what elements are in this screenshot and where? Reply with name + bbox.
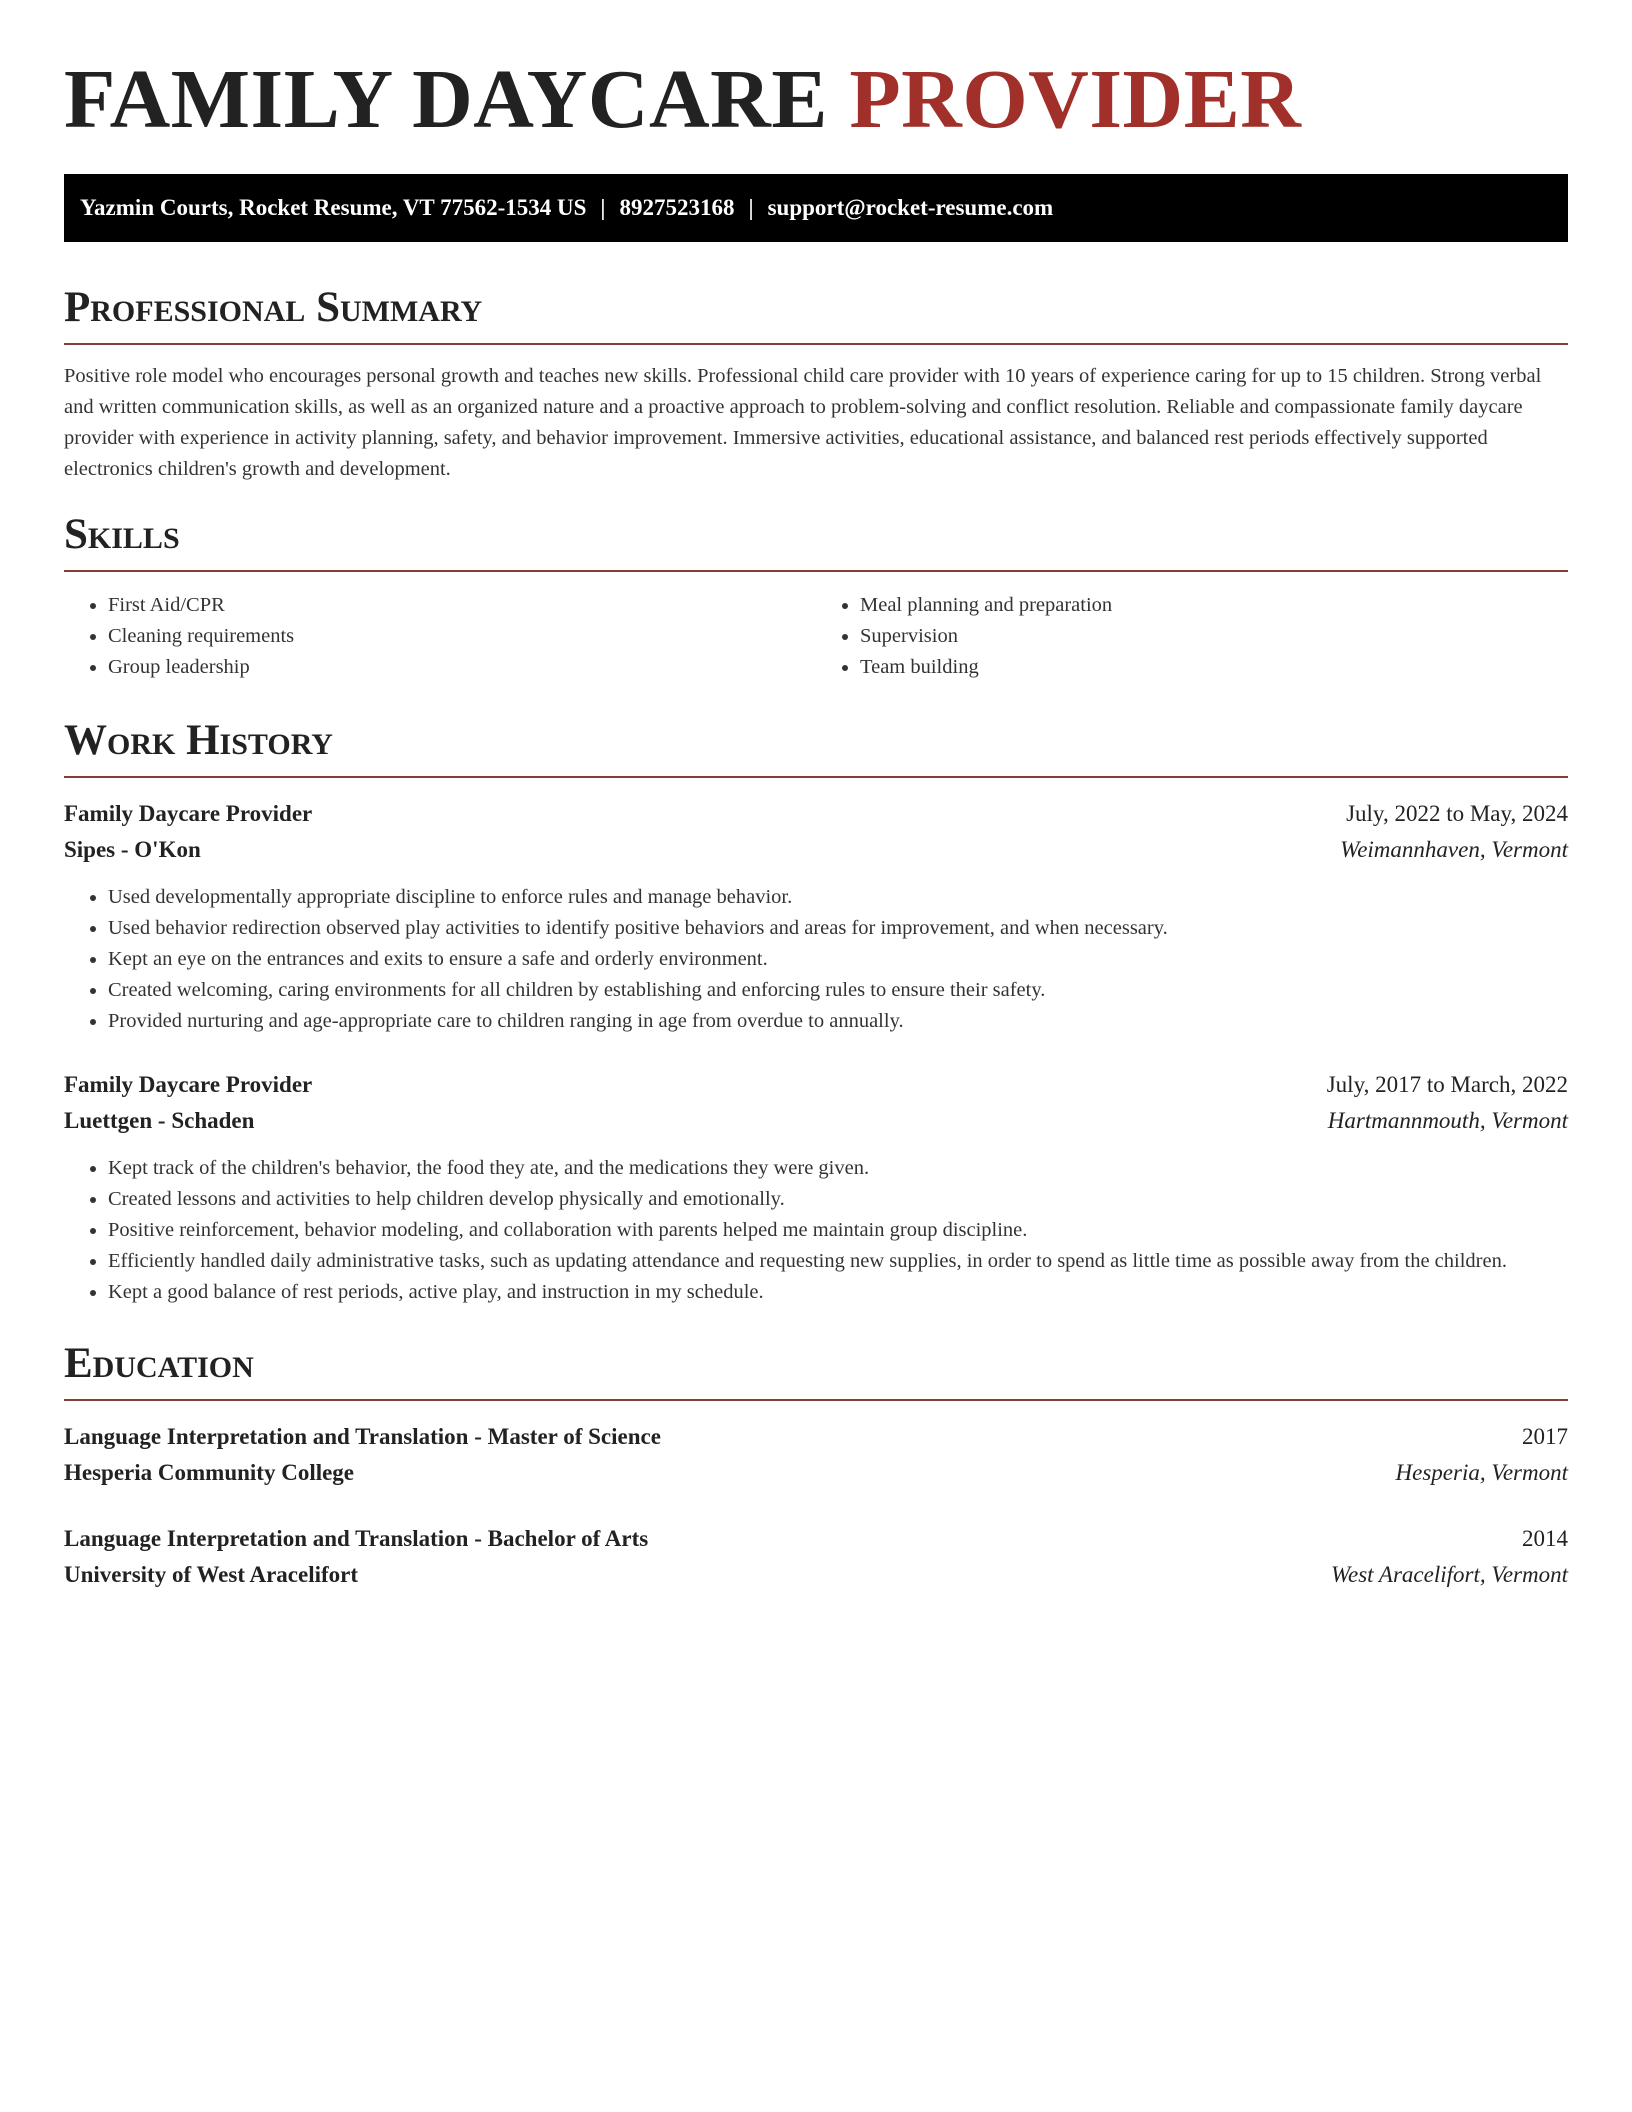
title-accent: PROVIDER xyxy=(849,53,1302,146)
education-degree: Language Interpretation and Translation - Bachelor of Arts xyxy=(64,1526,649,1551)
skill-item: • Group leadership xyxy=(108,652,816,683)
job-company: Sipes - O'Kon xyxy=(64,837,201,862)
job-company-row xyxy=(64,1103,1568,1139)
summary-heading: Professional Summary xyxy=(64,286,1568,345)
job-bullet: • Kept track of the children's behavior, the food they ate, and the medications they were given. xyxy=(108,1153,1568,1184)
education-school-row xyxy=(64,1557,1568,1593)
job-header-row xyxy=(64,796,1568,832)
job-bullet: • Kept an eye on the entrances and exits to ensure a safe and orderly environment. xyxy=(108,944,1568,975)
education-year: 2017 xyxy=(1522,1424,1568,1449)
contact-separator: | xyxy=(600,195,606,220)
skills-column-left xyxy=(64,590,816,683)
contact-phone: 8927523168 xyxy=(619,195,735,220)
skill-item: • First Aid/CPR xyxy=(108,590,816,621)
summary-text: Positive role model who encourages personal growth and teaches new skills. Professional child care provider with 10 years of experience caring for up to 15 children. Strong verbal and written communication skills, as well as an organized nature and a proactive approach to problem-solving and conflict resolution. Reliable and compassionate family daycare provider with experience in activity planning, safety, and behavior improvement. Immersive activities, educational assistance, and balanced rest periods effectively supported electronics children's growth and development. xyxy=(64,365,1542,480)
education-heading: Education xyxy=(64,1342,1568,1401)
skill-item: • Meal planning and preparation xyxy=(860,590,1568,621)
skills-list xyxy=(64,590,1568,683)
job-company-row xyxy=(64,832,1568,868)
education-entry xyxy=(64,1419,1568,1491)
skills-column-right xyxy=(816,590,1568,683)
job-title: Family Daycare Provider xyxy=(64,801,313,826)
education-entry xyxy=(64,1521,1568,1593)
job-bullet: • Used developmentally appropriate discipline to enforce rules and manage behavior. xyxy=(108,882,1568,913)
education-degree: Language Interpretation and Translation - Master of Science xyxy=(64,1424,661,1449)
job-title: Family Daycare Provider xyxy=(64,1072,313,1097)
skill-item: • Supervision xyxy=(860,621,1568,652)
contact-bar xyxy=(64,174,1568,242)
job-dates: July, 2017 to March, 2022 xyxy=(1326,1072,1568,1097)
education-location: West Aracelifort, Vermont xyxy=(1330,1562,1568,1587)
job-dates: July, 2022 to May, 2024 xyxy=(1346,801,1568,826)
contact-address: Yazmin Courts, Rocket Resume, VT 77562-1534 US xyxy=(80,195,587,220)
job-entry xyxy=(64,796,1568,1037)
job-bullets xyxy=(64,882,1568,1037)
education-school-row xyxy=(64,1455,1568,1491)
job-location: Hartmannmouth, Vermont xyxy=(1327,1108,1568,1133)
job-bullet: • Provided nurturing and age-appropriate care to children ranging in age from overdue to annually. xyxy=(108,1006,1568,1037)
education-degree-row xyxy=(64,1419,1568,1455)
job-location: Weimannhaven, Vermont xyxy=(1340,837,1568,862)
resume-page xyxy=(64,0,1568,1593)
job-bullet: • Used behavior redirection observed play activities to identify positive behaviors and areas for improvement, and when necessary. xyxy=(108,913,1568,944)
contact-separator: | xyxy=(748,195,754,220)
skills-heading: Skills xyxy=(64,513,1568,572)
job-entry xyxy=(64,1067,1568,1308)
education-location: Hesperia, Vermont xyxy=(1395,1460,1568,1485)
job-company: Luettgen - Schaden xyxy=(64,1108,255,1133)
education-school: Hesperia Community College xyxy=(64,1460,355,1485)
skill-item: • Team building xyxy=(860,652,1568,683)
job-bullet: • Created welcoming, caring environments for all children by establishing and enforcing rules to ensure their safety. xyxy=(108,975,1568,1006)
job-bullet: • Kept a good balance of rest periods, active play, and instruction in my schedule. xyxy=(108,1277,1568,1308)
skill-item: • Cleaning requirements xyxy=(108,621,816,652)
education-year: 2014 xyxy=(1522,1526,1568,1551)
job-bullet: • Efficiently handled daily administrative tasks, such as updating attendance and requesting new supplies, in order to spend as little time as possible away from the children. xyxy=(108,1246,1568,1277)
resume-title xyxy=(64,53,1568,150)
job-bullet: • Created lessons and activities to help children develop physically and emotionally. xyxy=(108,1184,1568,1215)
contact-email: support@rocket-resume.com xyxy=(767,195,1054,220)
job-header-row xyxy=(64,1067,1568,1103)
education-degree-row xyxy=(64,1521,1568,1557)
job-bullets xyxy=(64,1153,1568,1308)
education-school: University of West Aracelifort xyxy=(64,1562,359,1587)
work-heading: Work History xyxy=(64,719,1568,778)
title-main: FAMILY DAYCARE xyxy=(64,53,828,146)
job-bullet: • Positive reinforcement, behavior modeling, and collaboration with parents helped me maintain group discipline. xyxy=(108,1215,1568,1246)
